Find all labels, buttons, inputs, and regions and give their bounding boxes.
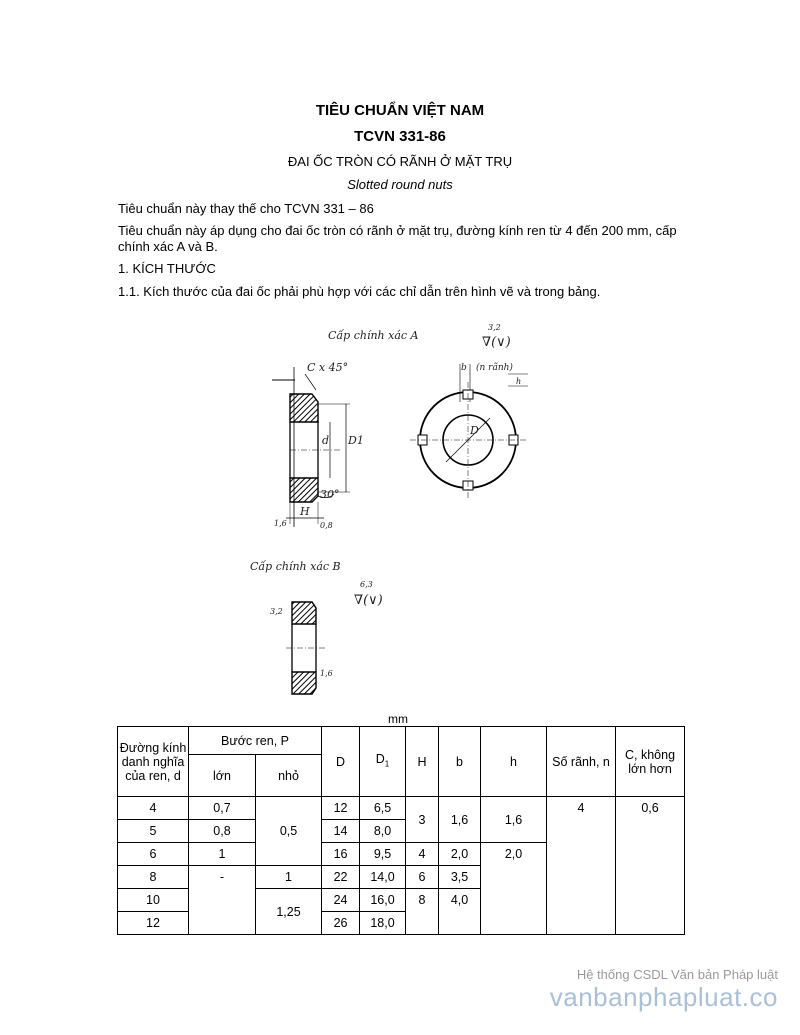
cell-small-h: 1,6 — [481, 797, 547, 843]
rough-08-label: 0,8 — [320, 521, 333, 530]
cell-big-d: 14 — [322, 820, 360, 843]
cell-b: 4,0 — [439, 889, 481, 935]
cell-big-d: 12 — [322, 797, 360, 820]
cell-c: 0,6 — [616, 797, 685, 935]
side-section-view-b — [270, 602, 333, 694]
dim-h-label: H — [300, 505, 310, 518]
dim-h-slot-label: h — [516, 377, 522, 386]
grade-b-label: Cấp chính xác B — [250, 560, 341, 573]
cell-n: 4 — [547, 797, 616, 935]
cell-d: 10 — [118, 889, 189, 912]
dim-d1-label: D1 — [348, 434, 364, 447]
cell-d1: 16,0 — [360, 889, 406, 912]
header-d: Đường kính danh nghĩa của ren, d — [118, 727, 189, 797]
header-d1-main: D — [375, 751, 385, 766]
watermark-line-2: vanbanphapluat.co — [549, 982, 778, 1012]
section-1-heading: 1. KÍCH THƯỚC — [118, 261, 216, 276]
cell-pitch-fine: 1 — [256, 866, 322, 889]
standard-title-vi: ĐAI ỐC TRÒN CÓ RÃNH Ở MẶT TRỤ — [287, 154, 513, 169]
dim-d-label: d — [322, 434, 330, 447]
cell-big-d: 22 — [322, 866, 360, 889]
cell-b: 3,5 — [439, 866, 481, 889]
header-d1 — [360, 727, 406, 797]
header-pitch-fine: nhỏ — [256, 755, 322, 797]
cell-h: 4 — [406, 843, 439, 866]
header-c: C, không lớn hơn — [616, 727, 685, 797]
header-small-h: h — [481, 727, 547, 797]
chamfer-label: C x 45° — [307, 361, 349, 374]
grade-a-roughness-value: 3,2 — [488, 323, 501, 332]
cell-d1: 9,5 — [360, 843, 406, 866]
header-big-d: D — [322, 727, 360, 797]
cell-pitch-coarse: 0,8 — [189, 820, 256, 843]
grade-a-label: Cấp chính xác A — [328, 329, 419, 342]
table-unit: mm — [388, 712, 408, 726]
cell-d: 4 — [118, 797, 189, 820]
standard-code: TCVN 331-86 — [354, 128, 446, 145]
header-pitch-coarse: lớn — [189, 755, 256, 797]
standard-title-en: Slotted round nuts — [347, 177, 453, 192]
dim-big-d-label: D — [470, 424, 479, 437]
cell-pitch-coarse: 0,7 — [189, 797, 256, 820]
header-b: b — [439, 727, 481, 797]
cell-big-d: 26 — [322, 912, 360, 935]
scope-paragraph: Tiêu chuẩn này áp dụng cho đai ốc tròn có rãnh ở mặt trụ, đường kính ren từ 4 đến 200 mm, cấp chính xác A và B. — [118, 223, 677, 254]
side-section-view-a — [272, 361, 364, 530]
replaces-paragraph: Tiêu chuẩn này thay thế cho TCVN 331 – 86 — [118, 201, 374, 216]
cell-d1: 18,0 — [360, 912, 406, 935]
cell-b: 2,0 — [439, 843, 481, 866]
cell-d: 6 — [118, 843, 189, 866]
cell-d: 8 — [118, 866, 189, 889]
grade-b-roughness-symbol: ∇(∨) — [354, 593, 383, 608]
cell-b: 1,6 — [439, 797, 481, 843]
cell-pitch-fine: 1,25 — [256, 889, 322, 935]
cell-pitch-fine: 0,5 — [256, 797, 322, 866]
angle-label: 30° — [320, 488, 340, 501]
grade-b-roughness-value: 6,3 — [360, 580, 373, 589]
technical-drawing — [250, 312, 570, 712]
cell-big-d: 24 — [322, 889, 360, 912]
cell-d: 12 — [118, 912, 189, 935]
front-view-ring — [410, 362, 528, 498]
cell-h: 6 — [406, 866, 439, 889]
header-n: Số rãnh, n — [547, 727, 616, 797]
rough-16-b-label: 1,6 — [320, 669, 333, 678]
cell-pitch-coarse: 1 — [189, 843, 256, 866]
header-h: H — [406, 727, 439, 797]
cell-d1: 14,0 — [360, 866, 406, 889]
cell-big-d: 16 — [322, 843, 360, 866]
clause-1-1: 1.1. Kích thước của đai ốc phải phù hợp với các chỉ dẫn trên hình vẽ và trong bảng. — [118, 284, 601, 299]
cell-pitch-coarse: - — [189, 866, 256, 935]
cell-d: 5 — [118, 820, 189, 843]
standard-country-heading: TIÊU CHUẨN VIỆT NAM — [315, 102, 485, 119]
grade-a-roughness-symbol: ∇(∨) — [482, 335, 511, 350]
dim-b-label: b — [461, 363, 467, 373]
rough-32-label: 3,2 — [270, 607, 283, 616]
dimension-table — [117, 726, 685, 935]
header-pitch: Bước ren, P — [189, 727, 322, 755]
cell-d1: 8,0 — [360, 820, 406, 843]
cell-d1: 6,5 — [360, 797, 406, 820]
slots-note: (n rãnh) — [476, 363, 513, 373]
cell-h: 3 — [406, 797, 439, 843]
watermark-line-1: Hệ thống CSDL Văn bản Pháp luật — [576, 967, 778, 982]
cell-h: 8 — [406, 889, 439, 935]
header-d1-sub: 1 — [384, 759, 390, 769]
cell-small-h: 2,0 — [481, 843, 547, 935]
rough-16-label: 1,6 — [274, 519, 287, 528]
